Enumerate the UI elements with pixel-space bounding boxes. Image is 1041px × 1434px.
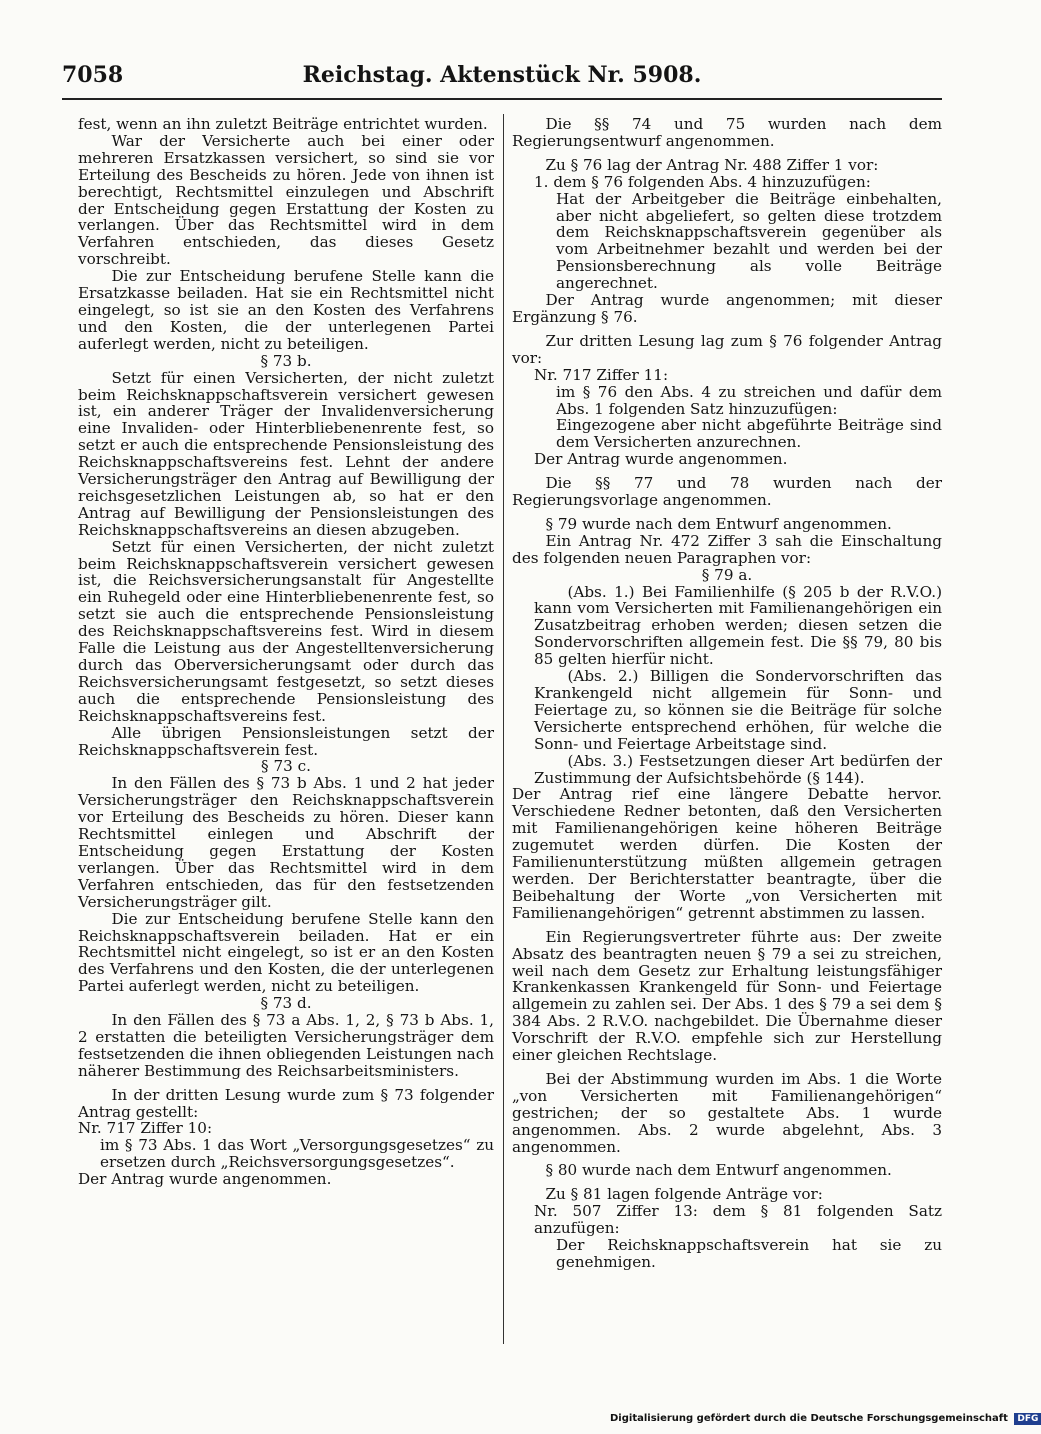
paragraph: In den Fällen des § 73 a Abs. 1, 2, § 73 b Abs. 1, 2 erstatten die beteiligten Versicherungsträger dem festsetzenden die ihnen obliegenden Leistungen nach näherer Bestimmung des Reichsarbeitsministers. (78, 1011, 494, 1080)
motion-result: Der Antrag wurde angenommen. (78, 1170, 332, 1189)
quoted-text: (Abs. 3.) Festsetzungen dieser Art bedürfen der Zustimmung der Aufsichtsbehörde (§ 144). (534, 751, 942, 787)
header-rule (62, 98, 942, 100)
motion-reference: Nr. 507 Ziffer 13: dem § 81 folgenden Satz anzufügen: (534, 1202, 942, 1238)
motion-reference: Nr. 717 Ziffer 11: (534, 365, 669, 384)
quoted-text: Hat der Arbeitgeber die Beiträge einbehalten, aber nicht abgeliefert, so gelten diese trotzdem dem Reichsknappschaftsverein gegenüber als vom Arbeitnehmer bezahlt und werden bei der Pensionsberechnung als volle Beiträge angerechnet. (556, 189, 942, 293)
quoted-text: (Abs. 1.) Bei Familienhilfe (§ 205 b der R.V.O.) kann vom Versicherten mit Familienangehörigen ein Zusatzbeitrag erhoben werden; diesen setzen die Sondervorschriften allgemein fest. Die §§ 79, 80 bis 85 gelten hierfür nicht. (534, 582, 942, 669)
paragraph: Zu § 76 lag der Antrag Nr. 488 Ziffer 1 vor: (545, 155, 879, 174)
paragraph: Ein Regierungsvertreter führte aus: Der zweite Absatz des beantragten neuen § 79 a sei zu streichen, weil nach dem Gesetz zur Erhaltung leistungsfähiger Krankenkassen Krankengeld für Sonn- und Feiertage allgemein zu zahlen sei. Der Abs. 1 des § 79 a sei dem § 384 Abs. 2 R.V.O. nachgebildet. Die Übernahme dieser Vorschrift der R.V.O. empfehle sich zur Herstellung einer gleichen Rechtslage. (512, 927, 942, 1065)
section-heading: § 73 d. (260, 994, 312, 1013)
footer (610, 1413, 1041, 1425)
paragraph: Setzt für einen Versicherten, der nicht zuletzt beim Reichsknappschaftsverein versichert gewesen ist, die Reichsversicherungsanstalt für Angestellte ein Ruhegeld oder eine Hinterbliebenenrente fest, so setzt sie auch die entsprechende Pensionsleistung des Reichsknappschaftsvereins fest. Wird in diesem Falle die Leistung aus der Angestelltenversicherung durch das Oberversicherungsamt oder durch das Reichsversicherungsamt festgesetzt, so setzt dieses auch die entsprechende Pensionsleistung des Reichsknappschaftsvereins fest. (78, 537, 494, 725)
paragraph: Setzt für einen Versicherten, der nicht zuletzt beim Reichsknappschaftsverein versichert gewesen ist, ein anderer Träger der Invalidenversicherung eine Invaliden- oder Hinterbliebenenrente fest, so setzt er auch die entsprechende Pensionsleistung des Reichsknappschaftsvereins fest. Lehnt der andere Versicherungsträger den Antrag auf Bewilligung der reichsgesetzlichen Leistungen ab, so hat er den Antrag auf Bewilligung der Pensionsleistungen des Reichsknappschaftsvereins an diesen abzugeben. (78, 368, 494, 539)
motion-reference: Nr. 717 Ziffer 10: (78, 1119, 213, 1138)
page-title: Reichstag. Aktenstück Nr. 5908. (302, 62, 702, 88)
paragraph: Bei der Abstimmung wurden im Abs. 1 die Worte „von Versicherten mit Familienangehörigen“ gestrichen; der so gestaltete Abs. 1 wurde angenommen. Abs. 2 wurde abgelehnt, Abs. 3 angenommen. (512, 1069, 942, 1156)
quoted-text: (Abs. 2.) Billigen die Sondervorschriften das Krankengeld nicht allgemein für Sonn- und Feiertage zu, so können sie die Beiträge für solche Versicherte entsprechend erhöhen, für welche die Sonn- und Feiertage Arbeitstage sind. (534, 667, 942, 753)
paragraph: § 80 wurde nach dem Entwurf angenommen. (545, 1161, 892, 1180)
page-number: 7058 (62, 62, 124, 88)
quoted-text: Der Reichsknappschaftsverein hat sie zu genehmigen. (556, 1236, 942, 1271)
paragraph: Zur dritten Lesung lag zum § 76 folgender Antrag vor: (512, 331, 942, 367)
motion-result: Der Antrag wurde angenommen. (534, 450, 788, 469)
paragraph: In der dritten Lesung wurde zum § 73 folgender Antrag gestellt: (78, 1085, 494, 1121)
paragraph: fest, wenn an ihn zuletzt Beiträge entrichtet wurden. (78, 115, 488, 133)
section-heading: § 73 c. (261, 757, 311, 776)
paragraph: War der Versicherte auch bei einer oder mehreren Ersatzkassen versichert, so sind sie vor Erteilung des Bescheids zu hören. Jede von ihnen ist berechtigt, Rechtsmittel einzulegen und Abschrift der Entscheidung gegen Erstattung der Kosten zu verlangen. Über das Rechtsmittel wird in dem Verfahren entschieden, das dieses Gesetz vorschreibt. (78, 131, 494, 269)
section-heading: § 73 b. (260, 351, 312, 370)
list-item: 1. dem § 76 folgenden Abs. 4 hinzuzufügen: (534, 172, 871, 191)
dfg-logo: DFG (1014, 1413, 1041, 1425)
paragraph: Die zur Entscheidung berufene Stelle kann die Ersatzkasse beiladen. Hat sie ein Rechtsmittel nicht eingelegt, so ist sie an den Kosten des Verfahrens und den Kosten, die der unterlegenen Partei auferlegt werden, nicht zu beteiligen. (78, 267, 494, 353)
motion-text: im § 76 den Abs. 4 zu streichen und dafür dem Abs. 1 folgenden Satz hinzuzufügen: (556, 382, 942, 418)
right-column (512, 116, 942, 1271)
paragraph: Der Antrag rief eine längere Debatte hervor. Verschiedene Redner betonten, daß den Versicherten mit Familienangehörigen keine höheren Beiträge zugemutet werden dürfen. Die Kosten der Familienunterstützung müßten allgemein getragen werden. Der Berichterstatter beantragte, über die Beibehaltung der Worte „von Versicherten mit Familienangehörigen“ getrennt abstimmen zu lassen. (512, 785, 942, 922)
page-header (62, 62, 942, 96)
column-divider (503, 114, 504, 1344)
paragraph: Die §§ 74 und 75 wurden nach dem Regierungsentwurf angenommen. (512, 115, 942, 150)
paragraph: Zu § 81 lagen folgende Anträge vor: (545, 1185, 823, 1204)
paragraph: Die zur Entscheidung berufene Stelle kann den Reichsknappschaftsverein beiladen. Hat er ein Rechtsmittel nicht eingelegt, so ist er an den Kosten des Verfahrens und den Kosten, die der unterlegenen Partei auferlegt werden, nicht zu beteiligen. (78, 909, 494, 996)
paragraph: In den Fällen des § 73 b Abs. 1 und 2 hat jeder Versicherungsträger den Reichsknappschaftsverein vor Erteilung des Bescheids zu hören. Dieser kann Rechtsmittel einlegen und Abschrift der Entscheidung gegen Erstattung der Kosten verlangen. Über das Rechtsmittel wird in dem Verfahren entschieden, das für den festsetzenden Versicherungsträger gilt. (78, 774, 494, 911)
motion-text: im § 73 Abs. 1 das Wort „Versorgungsgesetzes“ zu ersetzen durch „Reichsversorgungsgesetzes“. (100, 1136, 494, 1172)
left-column (78, 116, 494, 1188)
paragraph: § 79 wurde nach dem Entwurf angenommen. (545, 514, 892, 533)
section-heading: § 79 a. (701, 565, 753, 584)
paragraph: Der Antrag wurde angenommen; mit dieser Ergänzung § 76. (512, 291, 942, 326)
footer-credit: Digitalisierung gefördert durch die Deutsche Forschungsgemeinschaft (610, 1413, 1008, 1424)
paragraph: Ein Antrag Nr. 472 Ziffer 3 sah die Einschaltung des folgenden neuen Paragraphen vor: (512, 531, 942, 567)
quoted-text: Eingezogene aber nicht abgeführte Beiträge sind dem Versicherten anzurechnen. (556, 416, 942, 452)
paragraph: Die §§ 77 und 78 wurden nach der Regierungsvorlage angenommen. (512, 474, 942, 510)
paragraph: Alle übrigen Pensionsleistungen setzt der Reichsknappschaftsverein fest. (78, 723, 494, 759)
